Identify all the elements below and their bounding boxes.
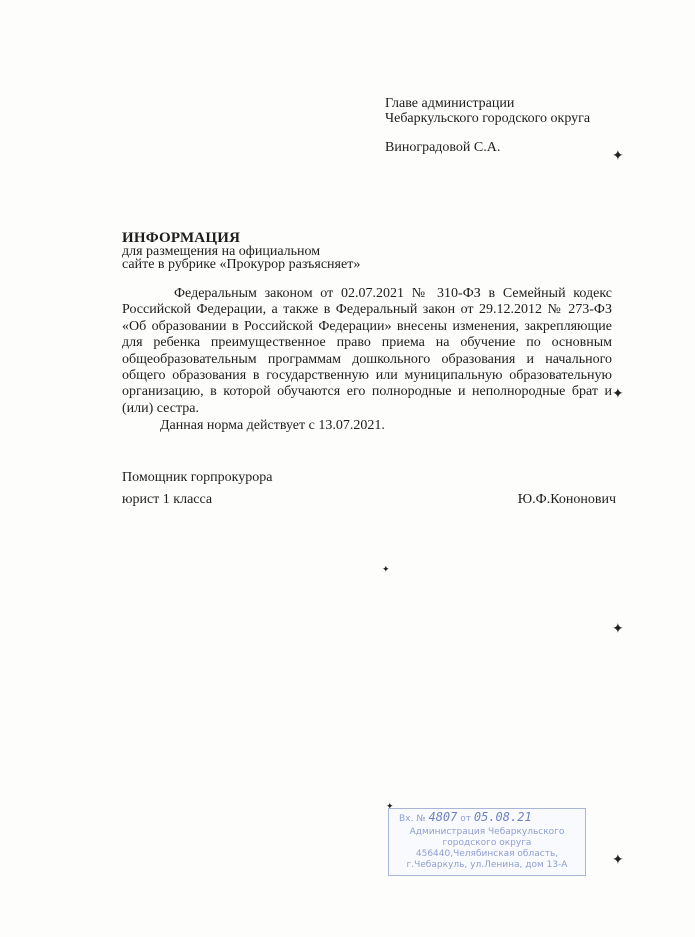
punch-mark-icon: ✦ (612, 148, 624, 164)
stamp-reg-number: 4807 (428, 810, 458, 824)
signer-rank: юрист 1 класса (122, 492, 213, 507)
body-paragraph-1: Федеральным законом от 02.07.2021 № 310-ФЗ в Семейный кодекс Российской Федерации, а также в Федеральный закон от 29.12.2012 № 273-ФЗ «Об образовании в Российской Федерации» внесены изменения, закрепляющие для ребенка преимущественное право приема на обучение по основным общеобразовательным программам дошкольного образования и начального общего образования в государственную или муниципальную образовательную организацию, в которой обучаются его полнородные и неполнородные брат и (или) сестра. (122, 286, 612, 416)
recipient-line-1: Главе администрации (385, 96, 515, 111)
registration-stamp (388, 808, 586, 876)
stamp-reg-date: 05.08.21 (473, 810, 532, 824)
recipient-name: Виноградовой С.А. (385, 140, 501, 155)
document-body (122, 286, 612, 435)
stamp-reg-prefix: Вх. № (399, 814, 426, 824)
heading-line-2: сайте в рубрике «Прокурор разъясняет» (122, 257, 361, 272)
stamp-line-2: городского округа (442, 838, 532, 848)
body-paragraph-2: Данная норма действует с 13.07.2021. (160, 418, 385, 434)
stamp-line-1: Администрация Чебаркульского (409, 827, 565, 837)
recipient-line-2: Чебаркульского городского округа (385, 111, 591, 126)
punch-mark-icon: ✦ (612, 621, 624, 637)
dot-mark-icon: ✦ (382, 565, 390, 575)
signature-block (122, 470, 616, 508)
heading-line-1: для размещения на официальном (122, 244, 321, 259)
punch-mark-icon: ✦ (612, 852, 624, 868)
signer-position: Помощник горпрокурора (122, 470, 273, 485)
document-title: ИНФОРМАЦИЯ (122, 230, 241, 246)
stamp-reg-date-prefix: от (460, 814, 471, 824)
stamp-registration-row (389, 812, 585, 825)
signer-name: Ю.Ф.Кононович (517, 492, 616, 507)
punch-mark-icon: ✦ (612, 386, 624, 402)
recipient-block (385, 96, 590, 155)
stamp-line-3: 456440,Челябинская область, (415, 849, 559, 859)
stamp-line-4: г.Чебаркуль, ул.Ленина, дом 13-А (406, 860, 568, 870)
document-heading (122, 232, 360, 271)
dot-mark-icon: ✦ (386, 802, 394, 812)
